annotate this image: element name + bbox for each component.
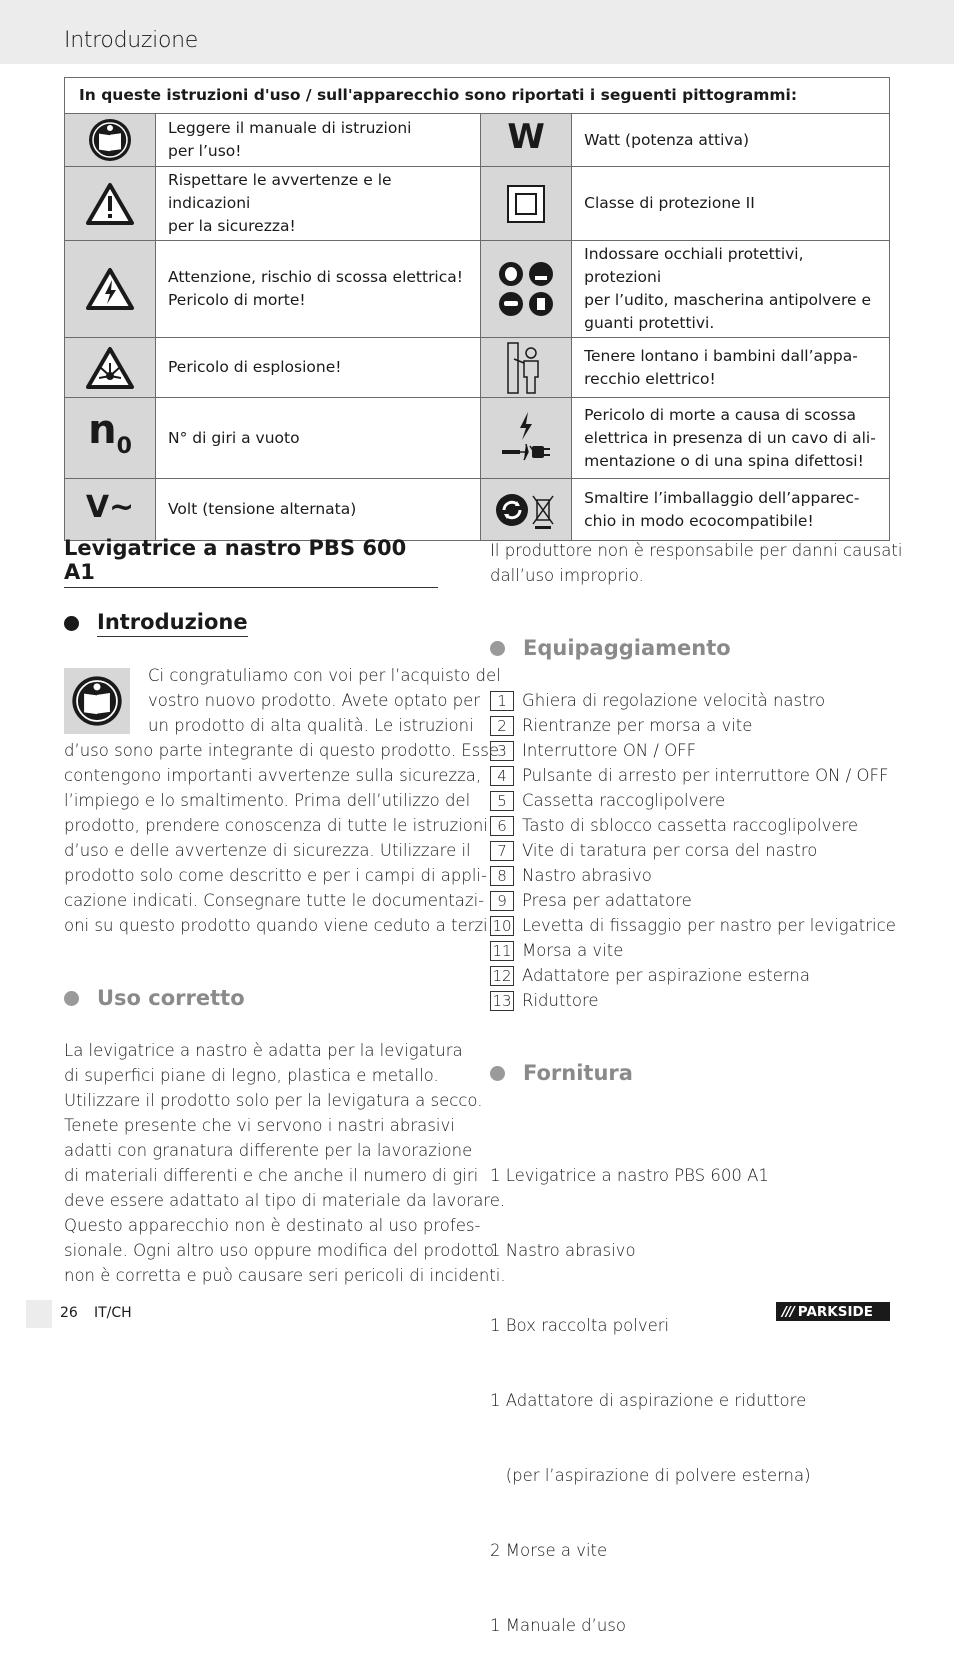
- footer-box: [26, 1300, 52, 1328]
- supply-list: 1 Levigatrice a nastro PBS 600 A1 1 Nastro abrasivo 1 Box raccolta polveri 1 Adattatore di aspirazione e riduttore (per l’aspirazione di polvere esterna) 2 Morse a vite 1 Manuale d’uso: [490, 1166, 811, 1635]
- equipment-heading: Equipaggiamento: [490, 636, 731, 660]
- list-item: 6 Tasto di sblocco cassetta raccoglipolvere: [490, 813, 896, 838]
- pictogram-text: N° di giri a vuoto: [156, 398, 481, 479]
- manual-icon: [64, 668, 130, 734]
- volt-icon: V~: [65, 479, 156, 541]
- page-number: 26: [60, 1305, 78, 1321]
- page-language: IT/CH: [94, 1305, 132, 1321]
- list-item: 1 Ghiera di regolazione velocità nastro: [490, 688, 896, 713]
- list-item: 5 Cassetta raccoglipolvere: [490, 788, 896, 813]
- liability-text: Il produttore non è responsabile per danni causati dall’uso improprio.: [490, 541, 903, 585]
- list-item: 11 Morsa a vite: [490, 938, 896, 963]
- intended-use-text: La levigatrice a nastro è adatta per la levigatura di superfici piane di legno, plastica e metallo. Utilizzare il prodotto solo per la levigatura a secco. Tenete presente che vi servono i nastri abrasivi adatti con granatura differente per la lavorazione di materiali differenti e che anche il numero di giri deve essere adattato al tipo di materiale da lavorare. Questo apparecchio non è destinato al uso profes- sionale. Ogni altro uso oppure modifica del prodotto non è corretta e può causare seri pericoli di incidenti.: [64, 1041, 506, 1285]
- page-header-title: Introduzione: [64, 28, 198, 53]
- children-icon: [481, 338, 572, 398]
- pictogram-text: Indossare occhiali protettivi, protezioni per l’udito, mascherina antipolvere e guanti protettivi.: [572, 241, 890, 338]
- bullet-icon: [490, 641, 505, 656]
- pictogram-text: Attenzione, rischio di scossa elettrica! Pericolo di morte!: [156, 241, 481, 338]
- list-item: 8 Nastro abrasivo: [490, 863, 896, 888]
- electric-shock-icon: [65, 241, 156, 338]
- list-item: 7 Vite di taratura per corsa del nastro: [490, 838, 896, 863]
- intended-use-heading: Uso corretto: [64, 986, 245, 1010]
- product-title: Levigatrice a nastro PBS 600 A1: [64, 536, 438, 588]
- explosion-icon: [65, 338, 156, 398]
- list-item: 4 Pulsante di arresto per interruttore ON / OFF: [490, 763, 896, 788]
- list-item: 3 Interruttore ON / OFF: [490, 738, 896, 763]
- pictogram-text: Pericolo di esplosione!: [156, 338, 481, 398]
- bullet-icon: [490, 1066, 505, 1081]
- equipment-list: [490, 688, 896, 1013]
- pictogram-table: [64, 77, 890, 541]
- pictogram-text: Volt (tensione alternata): [156, 479, 481, 541]
- manual-icon: [65, 114, 156, 167]
- recycle-icon: [481, 479, 572, 541]
- supply-heading: Fornitura: [490, 1061, 633, 1085]
- bullet-icon: [64, 991, 79, 1006]
- list-item: 13 Riduttore: [490, 988, 896, 1013]
- pictogram-table-heading: In queste istruzioni d'uso / sull'apparecchio sono riportati i seguenti pittogrammi:: [65, 78, 890, 114]
- protection-class-icon: [481, 167, 572, 241]
- intro-heading: Introduzione: [64, 610, 248, 637]
- bullet-icon: [64, 616, 79, 631]
- pictogram-text: Leggere il manuale di istruzioni per l’uso!: [156, 114, 481, 167]
- warning-icon: [65, 167, 156, 241]
- pictogram-text: Smaltire l’imballaggio dell’apparec- chio in modo ecocompatibile!: [572, 479, 890, 541]
- watt-icon: W: [481, 114, 572, 167]
- pictogram-text: Tenere lontano i bambini dall’appa- recchio elettrico!: [572, 338, 890, 398]
- intro-text: d’uso sono parte integrante di questo prodotto. Esse contengono importanti avvertenze sulla sicurezza, l’impiego e lo smaltimento. Prima dell’utilizzo del prodotto, prendere conoscenza di tutte le istruzioni d’uso e delle avvertenze di sicurezza. Utilizzare il prodotto solo come descritto e per i campi di appli- cazione indicati. Consegnare tutte le documentazi- oni su questo prodotto quando viene ceduto a terzi.: [64, 741, 499, 935]
- intro-text-wrapped: Ci congratuliamo con voi per l’acquisto del vostro nuovo prodotto. Avete optato per un prodotto di alta qualità. Le istruzioni: [148, 666, 501, 735]
- pictogram-text: Watt (potenza attiva): [572, 114, 890, 167]
- list-item: 9 Presa per adattatore: [490, 888, 896, 913]
- pictogram-text: Pericolo di morte a causa di scossa elettrica in presenza di un cavo di ali- mentazione o di una spina difettosi!: [572, 398, 890, 479]
- list-item: 10 Levetta di fissaggio per nastro per levigatrice: [490, 913, 896, 938]
- damaged-cable-icon: [481, 398, 572, 479]
- list-item: 12 Adattatore per aspirazione esterna: [490, 963, 896, 988]
- pictogram-text: Rispettare le avvertenze e le indicazioni per la sicurezza!: [156, 167, 481, 241]
- pictogram-text: Classe di protezione II: [572, 167, 890, 241]
- ppe-icon: [481, 241, 572, 338]
- no-load-speed-icon: n0: [65, 398, 156, 479]
- brand-logo: /// PARKSIDE: [776, 1302, 890, 1321]
- list-item: 2 Rientranze per morsa a vite: [490, 713, 896, 738]
